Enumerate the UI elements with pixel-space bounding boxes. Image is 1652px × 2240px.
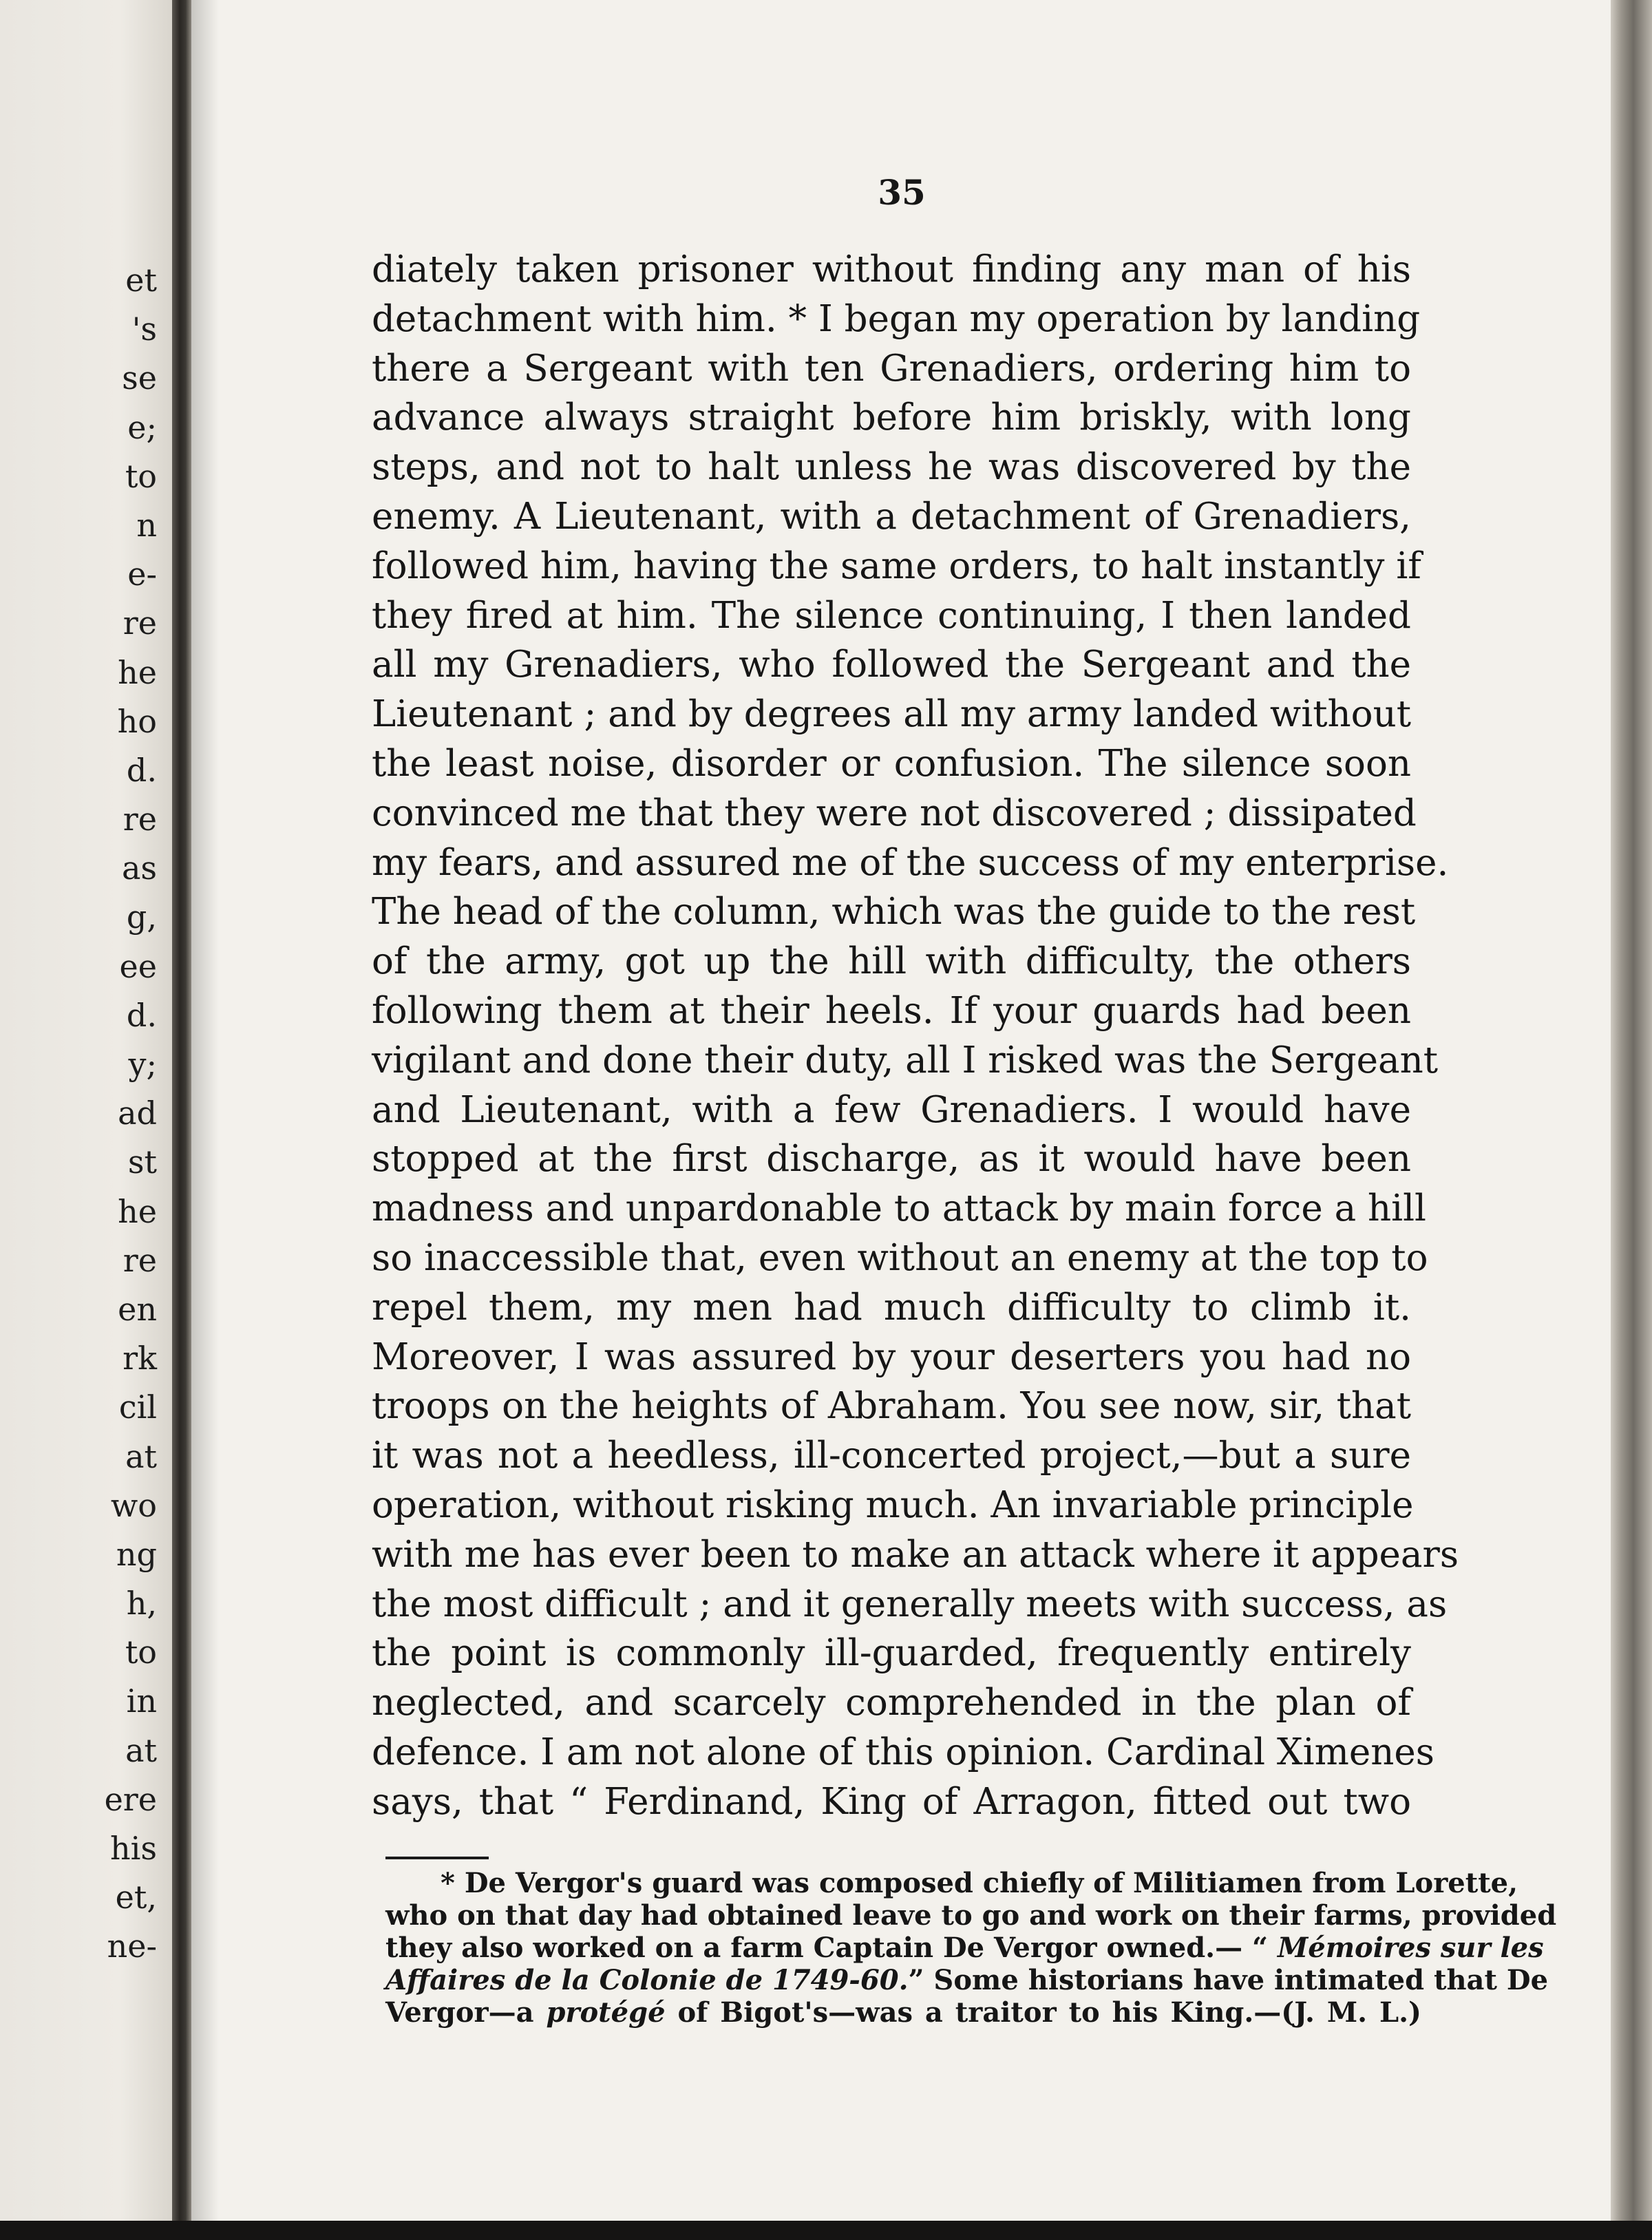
facing-page-fragment: his <box>110 1830 157 1867</box>
facing-page-fragment: to <box>125 1634 157 1671</box>
text-line: vigilant and done their duty, all I risked was the Sergeant <box>372 1039 1439 1081</box>
text-line: followed him, having the same orders, to halt instantly if <box>372 545 1421 587</box>
facing-page-fragment: re <box>123 1241 157 1279</box>
facing-page-fragment: 's <box>131 310 157 348</box>
text-line: they fired at him. The silence continuing, I then landed <box>372 594 1411 637</box>
footnote-line: they also worked on a farm Captain De Vergor owned.— “ Mémoires sur les <box>385 1932 1544 1964</box>
footnote-line: * De Vergor's guard was composed chiefly of Militiamen from Lorette, <box>441 1867 1518 1899</box>
facing-page-fragment: cil <box>118 1388 157 1426</box>
text-line: defence. I am not alone of this opinion. Cardinal Ximenes <box>372 1731 1434 1773</box>
footnote-line: Affaires de la Colonie de 1749-60.” Some historians have intimated that De <box>385 1964 1549 1996</box>
facing-page-fragment: to <box>125 457 157 495</box>
text-line: advance always straight before him briskly, with long <box>372 397 1411 439</box>
facing-page-fragment: h, <box>126 1585 157 1623</box>
facing-page-text-fragments <box>0 256 165 1972</box>
facing-page-fragment: d. <box>126 996 157 1034</box>
text-line: the least noise, disorder or confusion. The silence soon <box>372 742 1411 785</box>
facing-page-fragment: d. <box>126 751 157 789</box>
facing-page-fragment: as <box>121 849 157 887</box>
facing-page-fragment: e- <box>127 556 157 593</box>
text-line: neglected, and scarcely comprehended in the plan of <box>372 1682 1411 1724</box>
facing-page-fragment: se <box>122 359 157 397</box>
text-line: operation, without risking much. An invariable principle <box>372 1483 1414 1526</box>
text-line: it was not a heedless, ill-concerted project,—but a sure <box>372 1435 1411 1477</box>
scan-border-bottom <box>0 2221 1652 2240</box>
facing-page-fragment: at <box>125 1437 157 1475</box>
text-line: repel them, my men had much difficulty to climb it. <box>372 1286 1411 1329</box>
text-line: stopped at the first discharge, as it would have been <box>372 1138 1411 1181</box>
footnote <box>385 1867 1557 2029</box>
facing-page-fragment: he <box>118 653 157 691</box>
text-line: all my Grenadiers, who followed the Sergeant and the <box>372 644 1411 686</box>
footnote-rule <box>385 1857 489 1859</box>
text-line: with me has ever been to make an attack where it appears <box>372 1533 1459 1576</box>
facing-page-fragment: ere <box>104 1780 157 1818</box>
text-line: troops on the heights of Abraham. You see now, sir, that <box>372 1385 1411 1428</box>
text-line: and Lieutenant, with a few Grenadiers. I would have <box>372 1088 1411 1131</box>
facing-page-fragment: re <box>123 801 157 838</box>
text-line: following them at their heels. If your guards had been <box>372 989 1411 1032</box>
facing-page-fragment: e; <box>127 408 157 446</box>
facing-page-fragment: ad <box>118 1095 157 1132</box>
facing-page-fragment: ne- <box>107 1927 157 1965</box>
facing-page-fragment: st <box>127 1143 157 1181</box>
body-text <box>372 245 1459 1827</box>
text-line: diately taken prisoner without finding any man of his <box>372 249 1411 290</box>
page-number: 35 <box>878 172 926 213</box>
facing-page-fragment: ee <box>119 947 157 985</box>
facing-page-fragment: at <box>125 1731 157 1769</box>
text-line: detachment with him. * I began my operation by landing <box>372 297 1421 340</box>
text-line: Moreover, I was assured by your deserters you had no <box>372 1335 1411 1378</box>
text-line: so inaccessible that, even without an enemy at the top to <box>372 1236 1428 1279</box>
text-line: my fears, and assured me of the success of my enterprise. <box>372 841 1449 884</box>
facing-page-fragment: y; <box>128 1046 157 1083</box>
gutter-shadow <box>191 0 219 2240</box>
facing-page-fragment: in <box>126 1682 157 1720</box>
facing-page-fragment: rk <box>123 1340 157 1377</box>
text-line: of the army, got up the hill with difficulty, the others <box>372 940 1411 983</box>
text-line: enemy. A Lieutenant, with a detachment of Grenadiers, <box>372 495 1411 538</box>
text-line: there a Sergeant with ten Grenadiers, ordering him to <box>372 347 1411 390</box>
facing-page-fragment: en <box>118 1290 157 1328</box>
text-line: steps, and not to halt unless he was discovered by the <box>372 446 1411 489</box>
facing-page-fragment: he <box>118 1192 157 1230</box>
text-line: the point is commonly ill-guarded, frequently entirely <box>372 1632 1411 1675</box>
book-gutter <box>172 0 191 2240</box>
facing-page-fragment: wo <box>110 1486 157 1524</box>
text-line: says, that “ Ferdinand, King of Arragon, fitted out two <box>372 1780 1411 1823</box>
footnote-line: who on that day had obtained leave to go and work on their farms, provided <box>385 1899 1557 1932</box>
facing-page-fragment: ng <box>116 1535 157 1573</box>
footnote-line: Vergor—a protégé of Bigot's—was a traitor to his King.—(J. M. L.) <box>385 1996 1421 2029</box>
facing-page-fragment: et <box>125 262 157 299</box>
facing-page-fragment: ho <box>117 702 157 740</box>
text-line: madness and unpardonable to attack by main force a hill <box>372 1187 1427 1230</box>
facing-page-fragment: re <box>123 604 157 642</box>
text-line: The head of the column, which was the guide to the rest <box>372 891 1416 933</box>
facing-page-fragment: g, <box>126 898 157 936</box>
text-line: Lieutenant ; and by degrees all my army landed without <box>372 693 1411 736</box>
text-line: convinced me that they were not discovered ; dissipated <box>372 792 1417 834</box>
facing-page-fragment: et, <box>115 1879 157 1916</box>
page-edge-right <box>1611 0 1652 2240</box>
facing-page-fragment: n <box>136 506 157 544</box>
text-line: the most difficult ; and it generally meets with success, as <box>372 1583 1448 1625</box>
